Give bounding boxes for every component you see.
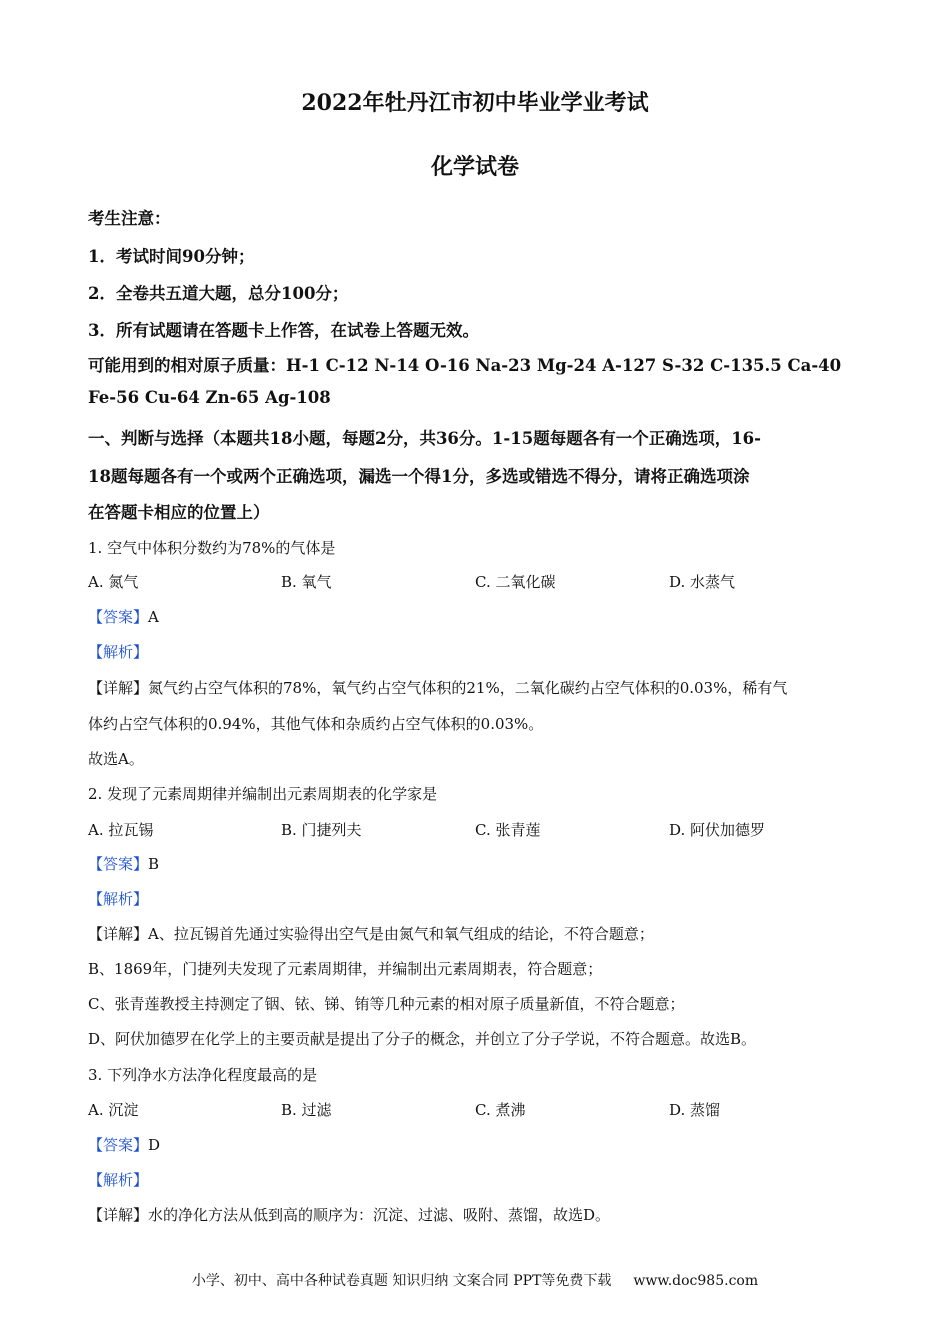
detail-label: 【详解】 — [88, 925, 149, 943]
option-b: B. 氧气 — [281, 573, 332, 591]
detail-label: 【详解】 — [88, 679, 149, 697]
answer-line — [88, 853, 878, 874]
note-item: 2．全卷共五道大题，总分100分； — [88, 284, 349, 303]
option-a: A. 拉瓦锡 — [88, 821, 154, 839]
page-subtitle: 化学试卷 — [430, 154, 519, 180]
footer-text: 小学、初中、高中各种试卷真题 知识归纳 文案合同 PPT等免费下载 — [191, 1273, 612, 1289]
detail-line: 体约占空气体积的0.94%，其他气体和杂质约占空气体积的0.03%。 — [88, 715, 544, 733]
atomic-mass-line: Fe-56 Cu-64 Zn-65 Ag-108 — [88, 388, 331, 407]
option-b: B. 过滤 — [281, 1101, 332, 1119]
page-footer — [0, 1270, 950, 1290]
option-c: C. 煮沸 — [475, 1101, 526, 1119]
answer-value: B — [148, 855, 160, 873]
detail-line: B、1869年，门捷列夫发现了元素周期律，并编制出元素周期表，符合题意； — [88, 960, 603, 978]
option-c: C. 张青莲 — [475, 821, 541, 839]
question-stem: 1. 空气中体积分数约为78%的气体是 — [88, 539, 336, 557]
answer-value: A — [148, 608, 159, 626]
detail-line: 【详解】水的净化方法从低到高的顺序为：沉淀、过滤、吸附、蒸馏，故选D。 — [88, 1206, 611, 1224]
option-d: D. 水蒸气 — [669, 573, 736, 591]
analysis-line — [88, 1169, 878, 1190]
option-a: A. 氮气 — [88, 573, 139, 591]
answer-value: D — [148, 1136, 161, 1154]
notes-header: 考生注意： — [88, 209, 171, 228]
analysis-line — [88, 641, 878, 662]
detail-line: C、张青莲教授主持测定了铟、铱、锑、铕等几种元素的相对原子质量新值，不符合题意； — [88, 995, 685, 1013]
detail-line: 【详解】A、拉瓦锡首先通过实验得出空气是由氮气和氧气组成的结论，不符合题意； — [88, 925, 654, 943]
analysis-label: 【解析】 — [88, 1171, 149, 1189]
analysis-line — [88, 888, 878, 909]
question-stem: 2. 发现了元素周期律并编制出元素周期表的化学家是 — [88, 785, 438, 803]
section-heading-line: 18题每题各有一个或两个正确选项，漏选一个得1分，多选或错选不得分，请将正确选项涂 — [88, 467, 750, 486]
answer-line — [88, 606, 878, 627]
answer-label: 【答案】 — [88, 608, 149, 626]
atomic-mass-line: 可能用到的相对原子质量：H-1 C-12 N-14 O-16 Na-23 Mg-24 A-127 S-32 C-135.5 Ca-40 — [88, 356, 842, 375]
detail-label: 【详解】 — [88, 1206, 149, 1224]
section-heading-line: 在答题卡相应的位置上） — [88, 503, 270, 522]
answer-line — [88, 1134, 878, 1155]
option-d: D. 阿伏加德罗 — [669, 821, 766, 839]
analysis-label: 【解析】 — [88, 643, 149, 661]
option-d: D. 蒸馏 — [669, 1101, 721, 1119]
option-c: C. 二氧化碳 — [475, 573, 556, 591]
answer-label: 【答案】 — [88, 1136, 149, 1154]
footer-url[interactable]: www.doc985.com — [633, 1273, 759, 1289]
detail-line: 故选A。 — [88, 750, 144, 768]
question-stem: 3. 下列净水方法净化程度最高的是 — [88, 1066, 318, 1084]
option-a: A. 沉淀 — [88, 1101, 139, 1119]
note-item: 3．所有试题请在答题卡上作答，在试卷上答题无效。 — [88, 321, 479, 340]
analysis-label: 【解析】 — [88, 890, 149, 908]
page-title: 2022年牡丹江市初中毕业学业考试 — [301, 90, 649, 116]
answer-label: 【答案】 — [88, 855, 149, 873]
option-b: B. 门捷列夫 — [281, 821, 362, 839]
note-item: 1．考试时间90分钟； — [88, 247, 255, 266]
detail-line: D、阿伏加德罗在化学上的主要贡献是提出了分子的概念，并创立了分子学说，不符合题意。故选B。 — [88, 1030, 757, 1048]
detail-line: 【详解】氮气约占空气体积的78%，氧气约占空气体积的21%，二氧化碳约占空气体积的0.03%，稀有气 — [88, 679, 788, 697]
section-heading-line: 一、判断与选择（本题共18小题，每题2分，共36分。1-15题每题各有一个正确选项，16- — [88, 429, 762, 448]
